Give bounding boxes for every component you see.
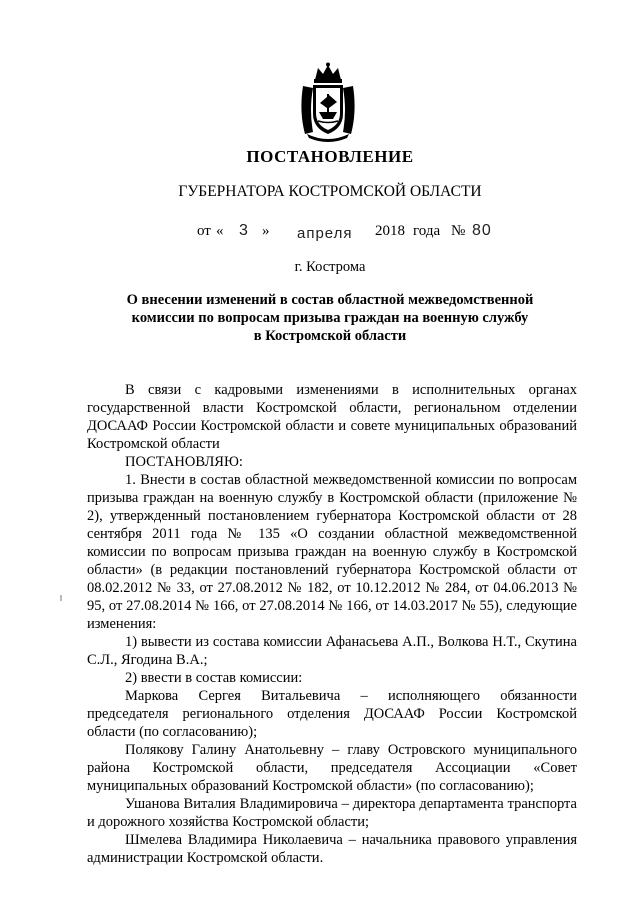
heading-line-3: в Костромской области [253,328,407,344]
heading-line-1: О внесении изменений в состав областной межведомственной [126,292,534,308]
date-year-word: года [413,223,441,239]
date-open-quote: « [216,223,224,239]
margin-mark [60,595,62,601]
subitem-2-paragraph: 2) ввести в состав комиссии: [125,670,303,686]
heading-line-2: комиссии по вопросам призыва граждан на военную службу [131,310,529,326]
issuer-subtitle: ГУБЕРНАТОРА КОСТРОМСКОЙ ОБЛАСТИ [178,183,482,200]
date-day: 3 [239,222,249,239]
preamble-paragraph: В связи с кадровыми изменениями в исполнительных органах государственной власти Костромской области, региональном отделении ДОСААФ России Костромской области и совете муниципальных образований Костромской области [87,382,577,452]
date-year: 2018 [375,223,405,239]
document-heading [100,291,560,345]
resolve-paragraph: ПОСТАНОВЛЯЮ: [125,454,243,470]
document-title: ПОСТАНОВЛЕНИЕ [246,147,414,166]
date-line [0,223,640,245]
person-3-paragraph: Ушанова Виталия Владимировича – директора департамента транспорта и дорожного хозяйства Костромской области; [87,796,577,830]
date-close-quote: » [262,223,270,239]
person-2-paragraph: Полякову Галину Анатольевну – главу Островского муниципального района Костромской области, председателя Ассоциации «Совет муниципальных образований Костромской области» (по согласованию); [87,742,577,794]
city-line: г. Кострома [294,259,366,275]
date-from-label: от [197,223,211,239]
document-number: 80 [472,222,492,239]
item-1-paragraph: 1. Внести в состав областной межведомственной комиссии по вопросам призыва граждан на военную службу в Костромской области (приложение № 2), утвержденный постановлением губернатора Костромской области от 28 сентября 2011 года № 135 «О создании областной межведомственной комиссии по вопросам призыва граждан на военную службу в Костромской области» (в редакции постановлений губернатора Костромской области от 08.02.2012 № 33, от 27.08.2012 № 182, от 10.12.2012 № 284, от 04.06.2013 № 95, от 27.08.2014 № 166, от 27.08.2014 № 166, от 14.03.2017 № 55), следующие изменения: [87,472,577,632]
coat-of-arms-icon [293,62,363,144]
person-4-paragraph: Шмелева Владимира Николаевича – начальника правового управления администрации Костромской области. [87,832,577,866]
date-month: апреля [297,225,353,242]
document-body [87,381,577,867]
subitem-1-paragraph: 1) вывести из состава комиссии Афанасьева А.П., Волкова Н.Т., Скутина С.Л., Ягодина В.А.; [87,634,577,668]
person-1-paragraph: Маркова Сергея Витальевича – исполняющего обязанности председателя регионального отделения ДОСААФ России Костромской области (по согласованию); [87,688,577,740]
number-sign: № [451,223,466,239]
